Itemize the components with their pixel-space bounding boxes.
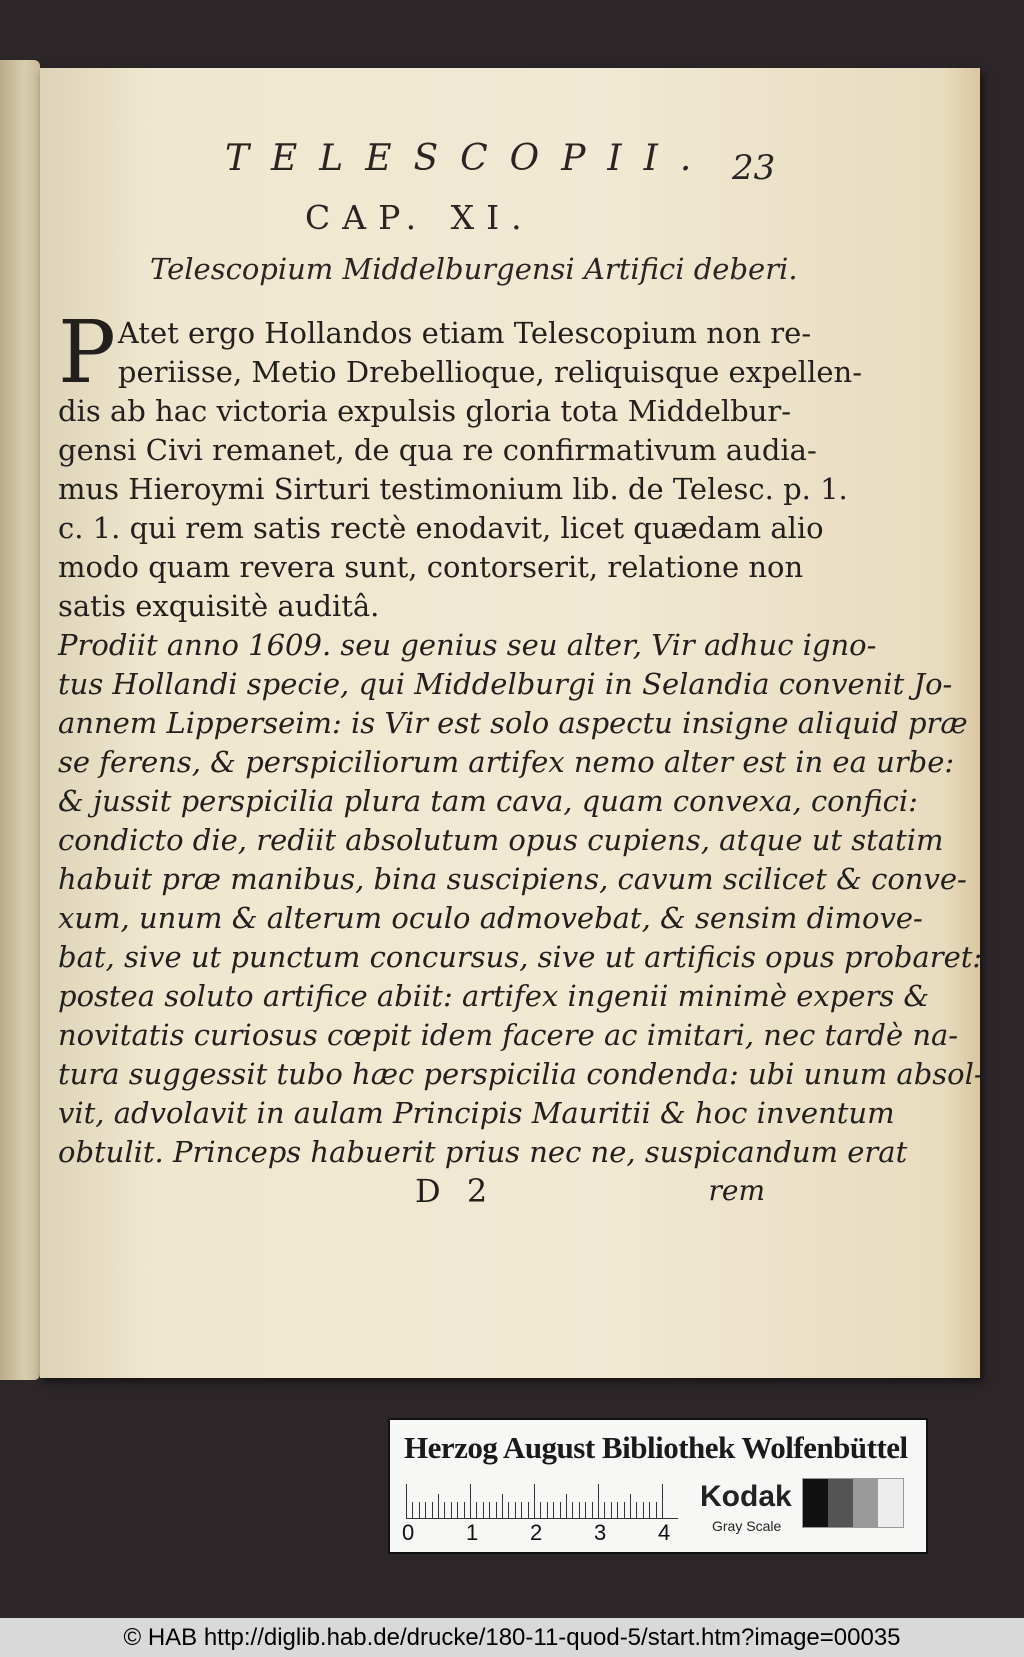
ruler-tick — [476, 1502, 477, 1518]
gray-swatch — [878, 1479, 903, 1527]
italic-line: bat, sive ut punctum concursus, sive ut artificis opus probaret: — [58, 940, 983, 974]
drop-cap: P — [58, 303, 116, 403]
library-name: Herzog August Bibliothek Wolfenbüttel — [404, 1430, 908, 1465]
ruler-number: 4 — [658, 1520, 671, 1545]
page-footer-marks — [415, 1172, 765, 1212]
gray-swatch — [803, 1479, 828, 1527]
ruler-tick — [483, 1502, 484, 1518]
text-line: periisse, Metio Drebellioque, reliquisque expellen- — [117, 355, 862, 389]
italic-line: annem Lipperseim: is Vir est solo aspectu insigne aliquid præ — [58, 706, 968, 740]
text-line: satis exquisitè auditâ. — [58, 589, 380, 623]
ruler-tick — [419, 1502, 420, 1518]
ruler-tick — [508, 1502, 509, 1518]
ruler-tick — [470, 1484, 471, 1518]
ruler-tick — [464, 1502, 465, 1518]
ruler-tick — [636, 1502, 637, 1518]
ruler-tick — [643, 1502, 644, 1518]
text-line: modo quam revera sunt, contorserit, relatione non — [58, 550, 804, 584]
ruler-tick — [432, 1502, 433, 1518]
ruler-tick — [630, 1494, 631, 1518]
ruler-tick — [457, 1502, 458, 1518]
ruler-tick — [444, 1502, 445, 1518]
text-line: dis ab hac victoria expulsis gloria tota Middelbur- — [58, 394, 792, 428]
italic-line: postea soluto artifice abiit: artifex ingenii minimè expers & — [58, 979, 930, 1013]
ruler-tick — [617, 1502, 618, 1518]
ruler-tick — [579, 1502, 580, 1518]
ruler-tick — [521, 1502, 522, 1518]
ruler-tick — [406, 1484, 407, 1518]
text-line: c. 1. qui rem satis rectè enodavit, licet quædam alio — [58, 511, 824, 545]
ruler-tick — [598, 1484, 599, 1518]
text-line: gensi Civi remanet, de qua re confirmativum audia- — [58, 433, 817, 467]
ruler-tick — [547, 1502, 548, 1518]
italic-line: habuit præ manibus, bina suscipiens, cavum scilicet & conve- — [58, 862, 967, 896]
italic-line: tura suggessit tubo hæc perspicilia condenda: ubi unum absol- — [58, 1057, 984, 1091]
ruler-tick — [412, 1502, 413, 1518]
italic-line: tus Hollandi specie, qui Middelburgi in Selandia convenit Jo- — [58, 667, 953, 701]
ruler-number: 2 — [530, 1520, 543, 1545]
ruler-tick — [649, 1502, 650, 1518]
body-text — [58, 303, 984, 1172]
gray-swatch — [828, 1479, 853, 1527]
ruler-tick — [624, 1502, 625, 1518]
italic-line: vit, advolavit in aulam Principis Mauritii & hoc inventum — [58, 1096, 895, 1130]
copyright-footer: © HAB http://diglib.hab.de/drucke/180-11-quod-5/start.htm?image=00035 — [0, 1618, 1024, 1657]
color-calibration-bar — [388, 1418, 928, 1554]
ruler-tick — [528, 1502, 529, 1518]
gray-swatch — [853, 1479, 878, 1527]
ruler-tick — [496, 1502, 497, 1518]
facing-page-edge — [0, 60, 40, 1380]
ruler-tick — [566, 1494, 567, 1518]
ruler-tick — [540, 1502, 541, 1518]
ruler-tick — [515, 1502, 516, 1518]
ruler-tick — [560, 1502, 561, 1518]
running-head: TELESCOPII. — [225, 138, 714, 179]
opening-paragraph-start — [58, 303, 862, 403]
gray-swatches — [802, 1478, 904, 1528]
chapter-heading: CAP. XI. — [305, 198, 534, 237]
ruler-tick — [489, 1502, 490, 1518]
ruler-tick — [592, 1502, 593, 1518]
ruler-tick — [438, 1494, 439, 1518]
italic-line: xum, unum & alterum oculo admovebat, & sensim dimove- — [58, 901, 923, 935]
ruler-tick — [656, 1502, 657, 1518]
text-line: Atet ergo Hollandos etiam Telescopium non re- — [117, 316, 812, 350]
italic-line: novitatis curiosus cœpit idem facere ac imitari, nec tardè na- — [58, 1018, 959, 1052]
ruler-number: 0 — [402, 1520, 415, 1545]
text-line: mus Hieroymi Sirturi testimonium lib. de Telesc. p. 1. — [58, 472, 848, 506]
italic-line: & jussit perspicilia plura tam cava, quam convexa, confici: — [58, 784, 918, 818]
ruler-tick — [553, 1502, 554, 1518]
italic-line: se ferens, & perspiciliorum artifex nemo alter est in ea urbe: — [58, 745, 955, 779]
ruler-number: 1 — [466, 1520, 479, 1545]
signature-mark: D 2 — [415, 1172, 496, 1210]
grayscale-label: Gray Scale — [712, 1518, 782, 1534]
italic-line: Prodiit anno 1609. seu genius seu alter, Vir adhuc igno- — [58, 628, 877, 662]
kodak-logo: Kodak — [700, 1480, 792, 1513]
ruler-numbers — [402, 1520, 702, 1546]
ruler-tick — [572, 1502, 573, 1518]
ruler-number: 3 — [594, 1520, 607, 1545]
chapter-subtitle: Telescopium Middelburgensi Artifici deberi. — [150, 252, 798, 286]
ruler-tick — [662, 1484, 663, 1518]
page-number: 23 — [732, 148, 776, 188]
catchword: rem — [708, 1174, 765, 1207]
ruler-scale — [406, 1482, 678, 1519]
italic-line: condicto die, rediit absolutum opus cupiens, atque ut statim — [58, 823, 944, 857]
ruler-tick — [611, 1502, 612, 1518]
ruler-tick — [534, 1484, 535, 1518]
ruler-tick — [604, 1502, 605, 1518]
ruler-tick — [425, 1502, 426, 1518]
ruler-tick — [451, 1502, 452, 1518]
ruler-tick — [502, 1494, 503, 1518]
italic-line: obtulit. Princeps habuerit prius nec ne, suspicandum erat — [58, 1135, 908, 1169]
ruler-tick — [585, 1502, 586, 1518]
